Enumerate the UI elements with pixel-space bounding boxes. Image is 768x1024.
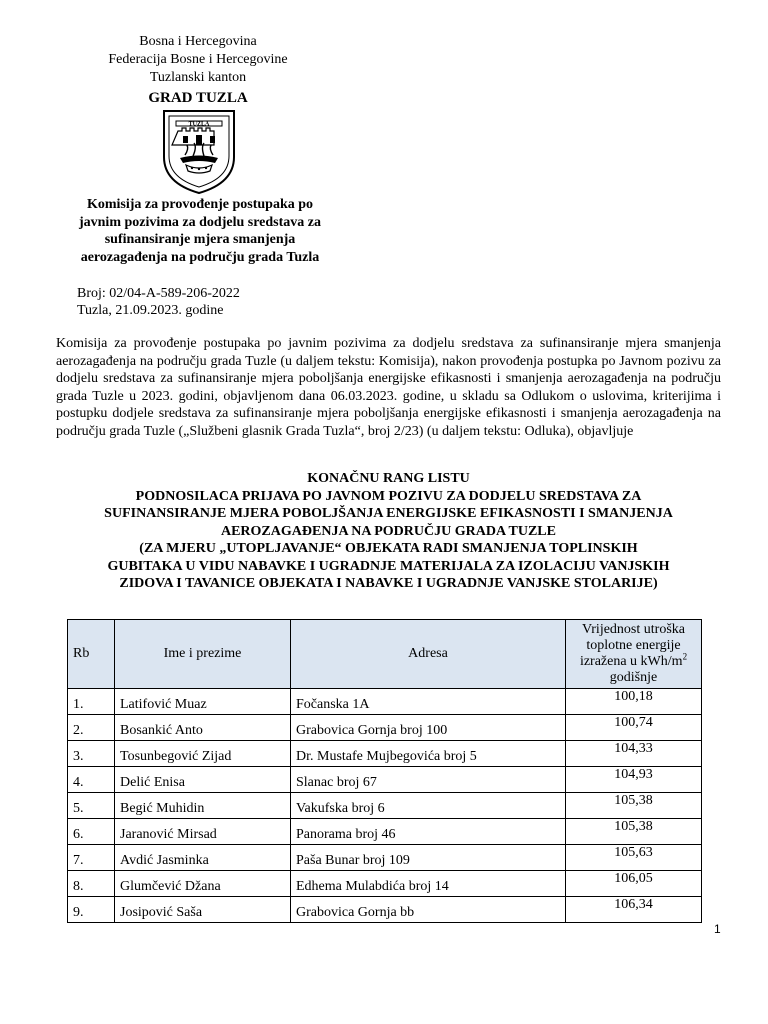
cell-name: Delić Enisa [115, 767, 291, 793]
title-line: GUBITAKA U VIDU NABAVKE I UGRADNJE MATERIJALA ZA IZOLACIJU VANJSKIH [107, 558, 670, 574]
cell-name: Latifović Muaz [115, 689, 291, 715]
cell-value: 104,93 [566, 767, 702, 793]
cell-address: Panorama broj 46 [291, 819, 566, 845]
cell-rb: 2. [68, 715, 115, 741]
table-row [68, 767, 702, 793]
table-row [68, 845, 702, 871]
title-line: ZIDOVA I TAVANICE OBJEKATA I NABAVKE I UGRADNJE VANJSKE STOLARIJE) [119, 576, 658, 591]
cell-name: Tosunbegović Zijad [115, 741, 291, 767]
cell-rb: 3. [68, 741, 115, 767]
header-rb: Rb [68, 620, 115, 689]
city-name: GRAD TUZLA [148, 90, 248, 106]
title-line: (ZA MJERU „UTOPLJAVANJE“ OBJEKATA RADI SMANJENJA TOPLINSKIH [139, 541, 638, 556]
cell-rb: 5. [68, 793, 115, 819]
entity-name: Federacija Bosne i Hercegovine [108, 52, 288, 67]
tuzla-coat-of-arms-icon [158, 109, 240, 195]
cell-name: Jaranović Mirsad [115, 819, 291, 845]
document-title [56, 470, 721, 593]
header-name: Ime i prezime [115, 620, 291, 689]
header-value-superscript: 2 [682, 651, 688, 662]
cell-name: Avdić Jasminka [115, 845, 291, 871]
cell-name: Begić Muhidin [115, 793, 291, 819]
cell-value: 105,63 [566, 845, 702, 871]
letterhead [78, 33, 318, 107]
svg-text:TUZLA: TUZLA [188, 121, 210, 128]
commission-line: Komisija za provođenje postupaka po [86, 197, 314, 212]
title-line: PODNOSILACA PRIJAVA PO JAVNOM POZIVU ZA DODJELU SREDSTAVA ZA [135, 488, 642, 504]
cell-address: Grabovica Gornja bb [291, 897, 566, 923]
cell-rb: 9. [68, 897, 115, 923]
title-line: AEROZAGAĐENJA NA PODRUČJU GRADA TUZLE [220, 523, 556, 539]
cell-value: 105,38 [566, 819, 702, 845]
cell-rb: 4. [68, 767, 115, 793]
table-row [68, 741, 702, 767]
header-value [566, 620, 702, 689]
table-row [68, 715, 702, 741]
commission-line: aerozagađenja na području grada Tuzla [80, 249, 320, 265]
table-row [68, 793, 702, 819]
cell-rb: 1. [68, 689, 115, 715]
title-line: SUFINANSIRANJE MJERA POBOLJŠANJA ENERGIJSKE EFIKASNOSTI I SMANJENJA [104, 506, 673, 521]
cell-address: Dr. Mustafe Mujbegovića broj 5 [291, 741, 566, 767]
cell-address: Fočanska 1A [291, 689, 566, 715]
table-header [68, 620, 702, 689]
table-row [68, 819, 702, 845]
cell-rb: 8. [68, 871, 115, 897]
cell-rb: 6. [68, 819, 115, 845]
cell-value: 106,05 [566, 871, 702, 897]
commission-line: javnim pozivima za dodjelu sredstava za [78, 214, 321, 230]
table-row [68, 689, 702, 715]
intro-paragraph: Komisija za provođenje postupaka po javnim pozivima za dodjelu sredstava za sufinansiranje mjera smanjenja aerozagađenja na području grada Tuzle (u daljem tekstu: Komisija), nakon provođenja postupka po Javnom pozivu za dodjelu sredstava za sufinansiranje mjera poboljšanja energijske efikasnosti i smanjenja aerozagađenja na području grada Tuzle u 2023. godini, objavljenom dana 06.03.2023. godine, u skladu sa Odlukom o uslovima, kriterijima i postupku dodjele sredstava za sufinansiranje mjera poboljšanja energijske efikasnosti i smanjenja aerozagađenja na području grada Tuzle („Službeni glasnik Grada Tuzla“, broj 2/23) (u daljem tekstu: Odluka), objavljuje [56, 336, 721, 439]
cell-value: 100,74 [566, 715, 702, 741]
rank-list-table [67, 619, 702, 923]
table-row [68, 871, 702, 897]
country-name: Bosna i Hercegovina [139, 34, 257, 49]
cell-value: 105,38 [566, 793, 702, 819]
page-number: 1 [714, 922, 721, 936]
header-address: Adresa [291, 620, 566, 689]
cell-value: 104,33 [566, 741, 702, 767]
commission-line: sufinansiranje mjera smanjenja [104, 232, 296, 247]
cell-value: 100,18 [566, 689, 702, 715]
header-value-unit: izražena u kWh/m [579, 654, 683, 669]
commission-name [58, 196, 342, 266]
header-value-line: Vrijednost utroška [582, 622, 685, 637]
cell-address: Grabovica Gornja broj 100 [291, 715, 566, 741]
cell-value: 106,34 [566, 897, 702, 923]
cell-address: Vakufska broj 6 [291, 793, 566, 819]
header-value-line: toplotne energije [586, 638, 681, 653]
canton-name: Tuzlanski kanton [149, 70, 247, 85]
reference-number: Broj: 02/04-A-589-206-2022 [77, 286, 240, 301]
cell-address: Edhema Mulabdića broj 14 [291, 871, 566, 897]
cell-name: Glumčević Džana [115, 871, 291, 897]
cell-rb: 7. [68, 845, 115, 871]
header-value-line [571, 651, 696, 670]
place-and-date: Tuzla, 21.09.2023. godine [77, 302, 224, 318]
document-reference [77, 286, 240, 319]
cell-name: Bosankić Anto [115, 715, 291, 741]
cell-address: Slanac broj 67 [291, 767, 566, 793]
table-row [68, 897, 702, 923]
cell-address: Paša Bunar broj 109 [291, 845, 566, 871]
header-value-line: godišnje [609, 670, 658, 685]
cell-name: Josipović Saša [115, 897, 291, 923]
table-body [68, 689, 702, 923]
title-line: KONAČNU RANG LISTU [307, 471, 470, 486]
